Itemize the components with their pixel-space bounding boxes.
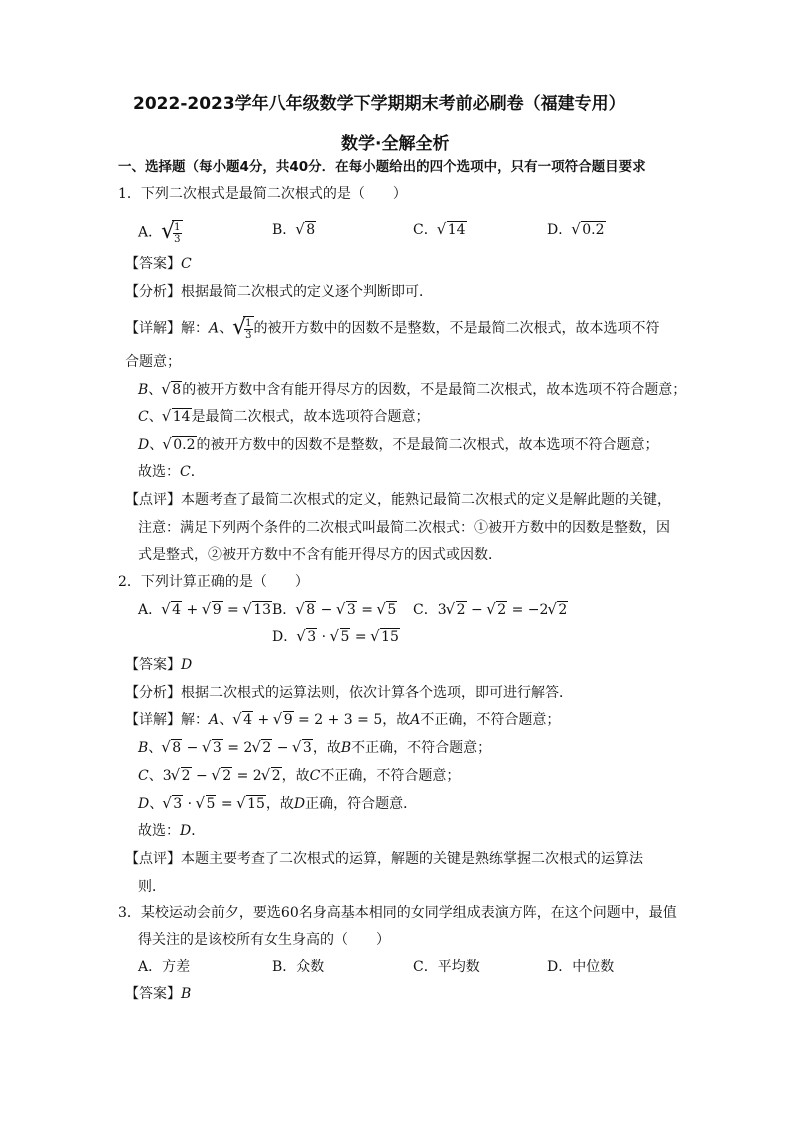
answer-value: C bbox=[181, 256, 192, 272]
choose-suffix: ． bbox=[191, 823, 206, 839]
q2-comment-line1: 【点评】本题主要考查了二次根式的运算，解题的关键是熟练掌握二次根式的运算法 bbox=[125, 851, 643, 867]
option-letter: D bbox=[293, 796, 306, 812]
detail-radical bbox=[162, 380, 182, 400]
coefficient: 3 bbox=[437, 602, 447, 618]
radicand: 3 bbox=[307, 629, 317, 645]
answer-label: 【答案】 bbox=[125, 986, 181, 1002]
coefficient: 2 bbox=[243, 740, 253, 756]
radicand: 2 bbox=[497, 602, 507, 618]
q3-option-c: C．平均数 bbox=[413, 959, 480, 975]
radical bbox=[487, 600, 507, 620]
radical bbox=[331, 627, 351, 647]
choose-letter: D bbox=[180, 823, 192, 839]
q1-option-b-label: B． bbox=[272, 222, 297, 238]
detail-text: ，故 bbox=[265, 796, 294, 812]
option-label: B． bbox=[272, 602, 297, 618]
radicand: 8 bbox=[172, 740, 182, 756]
q2-detail-d: D、√ 3 · √ 5 = √ 15，故D正确，符合题意． bbox=[138, 794, 417, 814]
separator: 、 bbox=[149, 437, 164, 453]
detail-text: 正确，符合题意． bbox=[305, 796, 418, 812]
detail-text: ，故 bbox=[382, 712, 411, 728]
option-label: D． bbox=[272, 629, 298, 645]
detail-text: 不正确，不符合题意； bbox=[351, 740, 492, 756]
q2-comment-line2: 则． bbox=[138, 879, 166, 895]
q2-option-b: B．√ 8 − √ 3 = √ 5 bbox=[272, 600, 397, 620]
q2-option-d: D．√ 3 · √ 5 = √ 15 bbox=[272, 627, 400, 647]
answer-label: 【答案】 bbox=[125, 256, 181, 272]
coefficient: 2 bbox=[252, 768, 262, 784]
radical bbox=[252, 738, 272, 758]
radicand: 8 bbox=[172, 382, 182, 398]
radicand: 14 bbox=[447, 222, 466, 238]
radical bbox=[162, 738, 182, 758]
q1-option-b bbox=[272, 220, 316, 240]
option-letter: A bbox=[209, 320, 220, 337]
q3-stem-line2: 得关注的是该校所有女生身高的（ ） bbox=[138, 932, 390, 948]
choose-letter: C bbox=[180, 464, 191, 480]
radicand: 2 bbox=[262, 740, 272, 756]
radicand: 8 bbox=[306, 602, 316, 618]
q1-option-a-radical bbox=[162, 220, 182, 245]
detail-text: 的被开方数中的因数不是整数，不是最简二次根式，故本选项不符 bbox=[253, 320, 660, 337]
radicand: 3 bbox=[212, 740, 222, 756]
radicand: 2 bbox=[271, 768, 281, 784]
choose-label: 故选： bbox=[138, 464, 180, 480]
radical bbox=[233, 710, 253, 730]
option-label: A． bbox=[138, 602, 163, 618]
q2-answer bbox=[125, 655, 192, 675]
radical bbox=[377, 600, 397, 620]
answer-value: B bbox=[181, 986, 192, 1002]
radical bbox=[203, 600, 223, 620]
detail-radical bbox=[163, 435, 196, 455]
detail-text: 是最简二次根式，故本选项符合题意； bbox=[191, 409, 430, 425]
option-letter: D bbox=[138, 796, 150, 812]
radicand: 2 bbox=[222, 768, 232, 784]
q2-detail-a: 【详解】解：A、√ 4 + √ 9 = 2 + 3 = 5，故A不正确，不符合题意； bbox=[125, 710, 560, 730]
option-letter: B bbox=[138, 382, 149, 398]
detail-label: 【详解】解： bbox=[125, 712, 209, 728]
option-letter: C bbox=[138, 768, 149, 784]
radical bbox=[274, 710, 294, 730]
q1-option-d-radical bbox=[572, 220, 605, 240]
option-letter: D bbox=[138, 437, 150, 453]
radical bbox=[162, 600, 182, 620]
option-letter: A bbox=[209, 712, 220, 728]
option-label: C． bbox=[413, 602, 438, 618]
q1-option-a-label: A． bbox=[138, 224, 163, 241]
q1-option-b-radical bbox=[296, 220, 316, 240]
radical bbox=[243, 600, 272, 620]
radicand: 4 bbox=[172, 602, 182, 618]
radical bbox=[447, 600, 467, 620]
radical bbox=[203, 738, 223, 758]
option-letter: A bbox=[410, 712, 421, 728]
q2-analysis: 【分析】根据二次根式的运算法则，依次计算各个选项，即可进行解答． bbox=[125, 685, 573, 701]
q1-option-d-label: D． bbox=[547, 222, 573, 238]
radicand: 3 bbox=[173, 796, 183, 812]
frac-numerator: √ 1 bbox=[174, 222, 181, 233]
radical bbox=[297, 627, 317, 647]
q3-stem-line1: 3．某校运动会前夕，要选60名身高基本相同的女同学组成表演方阵，在这个问题中，最值 bbox=[118, 905, 677, 921]
q1-option-c bbox=[413, 220, 467, 240]
radicand: 13 bbox=[253, 602, 272, 618]
coefficient: 3 bbox=[162, 768, 172, 784]
choose-label: 故选： bbox=[138, 823, 180, 839]
option-letter: C bbox=[138, 409, 149, 425]
radicand: 5 bbox=[387, 602, 397, 618]
frac-denominator: 3 bbox=[174, 234, 181, 245]
radicand: 3 bbox=[302, 740, 312, 756]
page-title: 2022-2023学年八年级数学下学期期末考前必刷卷（福建专用） bbox=[133, 94, 626, 114]
radical bbox=[237, 794, 266, 814]
q1-option-c-label: C． bbox=[413, 222, 438, 238]
radical bbox=[293, 738, 313, 758]
q1-comment-line3: 式是整式，②被开方数中不含有能开得尽方的因式或因数． bbox=[138, 547, 502, 563]
separator: 、 bbox=[219, 320, 234, 337]
radical bbox=[163, 794, 183, 814]
radicand: 0.2 bbox=[173, 437, 196, 453]
radicand: 2 bbox=[181, 768, 191, 784]
q1-comment-line2: 注意：满足下列两个条件的二次根式叫最简二次根式：①被开方数中的因数是整数，因 bbox=[138, 520, 670, 536]
radical bbox=[212, 766, 232, 786]
section-heading: 一、选择题（每小题4分，共40分．在每小题给出的四个选项中，只有一项符合题目要求 bbox=[118, 159, 646, 175]
answer-value: D bbox=[181, 657, 193, 673]
frac-denominator: 3 bbox=[245, 330, 252, 341]
answer-label: 【答案】 bbox=[125, 657, 181, 673]
detail-text: 的被开方数中的因数不是整数，不是最简二次根式，故本选项不符合题意； bbox=[196, 437, 659, 453]
separator: 、 bbox=[148, 382, 163, 398]
q3-option-a: A．方差 bbox=[138, 959, 191, 975]
detail-text: ，故 bbox=[312, 740, 341, 756]
radical bbox=[296, 600, 316, 620]
option-letter: B bbox=[340, 740, 352, 756]
q1-detail-d bbox=[138, 435, 659, 455]
q1-answer bbox=[125, 254, 192, 274]
q1-detail-b bbox=[138, 380, 686, 400]
q3-option-d: D．中位数 bbox=[547, 959, 615, 975]
radical bbox=[197, 794, 217, 814]
radicand: 3 bbox=[346, 602, 356, 618]
radicand: 14 bbox=[172, 409, 191, 425]
radicand: 9 bbox=[212, 602, 222, 618]
detail-radical bbox=[233, 316, 253, 341]
radicand: 2 bbox=[456, 602, 466, 618]
detail-label: 【详解】解： bbox=[125, 320, 209, 337]
radicand: 5 bbox=[206, 796, 216, 812]
page-subtitle: 数学·全解全析 bbox=[341, 134, 450, 154]
radicand: 2 bbox=[558, 602, 568, 618]
detail-text: 不正确，不符合题意； bbox=[320, 768, 461, 784]
coefficient: −2 bbox=[527, 602, 549, 618]
q1-detail-a-cont: 合题意； bbox=[125, 354, 181, 370]
radicand: 5 bbox=[340, 629, 350, 645]
radical bbox=[262, 766, 282, 786]
q2-option-c: C．3√ 2 − √ 2 = −2√ 2 bbox=[413, 600, 568, 620]
q3-answer bbox=[125, 984, 191, 1004]
q1-comment-line1: 【点评】本题考查了最简二次根式的定义，能熟记最简二次根式的定义是解此题的关键， bbox=[125, 492, 671, 508]
radical bbox=[548, 600, 568, 620]
q1-option-a bbox=[138, 220, 183, 245]
radicand: 9 bbox=[283, 712, 293, 728]
radical bbox=[172, 766, 192, 786]
equation: = 2 + 3 = 5 bbox=[293, 712, 383, 728]
q1-analysis: 【分析】根据最简二次根式的定义逐个判断即可． bbox=[125, 284, 433, 300]
q1-choose bbox=[138, 462, 205, 482]
separator: 、 bbox=[148, 409, 163, 425]
radicand: 8 bbox=[306, 222, 316, 238]
q3-option-b: B．众数 bbox=[272, 959, 325, 975]
detail-radical bbox=[163, 407, 192, 427]
q1-stem: 1．下列二次根式是最简二次根式的是（ ） bbox=[118, 186, 407, 202]
radical bbox=[371, 627, 400, 647]
q2-detail-c: C、3√ 2 − √ 2 = 2√ 2，故C不正确，不符合题意； bbox=[138, 766, 460, 786]
option-letter: B bbox=[138, 740, 149, 756]
q1-option-d bbox=[547, 220, 606, 240]
q1-detail-a bbox=[125, 316, 660, 341]
detail-text: 的被开方数中含有能开得尽方的因数，不是最简二次根式，故本选项不符合题意； bbox=[182, 382, 687, 398]
q2-option-a: A．√ 4 + √ 9 = √ 13 bbox=[138, 600, 272, 620]
radicand: 0.2 bbox=[582, 222, 605, 238]
q1-option-c-radical bbox=[438, 220, 467, 240]
q2-stem: 2．下列计算正确的是（ ） bbox=[118, 574, 309, 590]
q2-choose bbox=[138, 821, 205, 841]
detail-text: 不正确，不符合题意； bbox=[420, 712, 561, 728]
q2-detail-b: B、√ 8 − √ 3 = 2√ 2 − √ 3，故B不正确，不符合题意； bbox=[138, 738, 491, 758]
radicand: 15 bbox=[381, 629, 399, 645]
radicand: 15 bbox=[247, 796, 265, 812]
radicand: 4 bbox=[243, 712, 253, 728]
q1-detail-c bbox=[138, 407, 430, 427]
detail-text: ，故 bbox=[281, 768, 310, 784]
frac-numerator: √ 1 bbox=[245, 318, 252, 329]
choose-suffix: ． bbox=[190, 464, 205, 480]
option-letter: C bbox=[309, 768, 321, 784]
radical bbox=[337, 600, 357, 620]
